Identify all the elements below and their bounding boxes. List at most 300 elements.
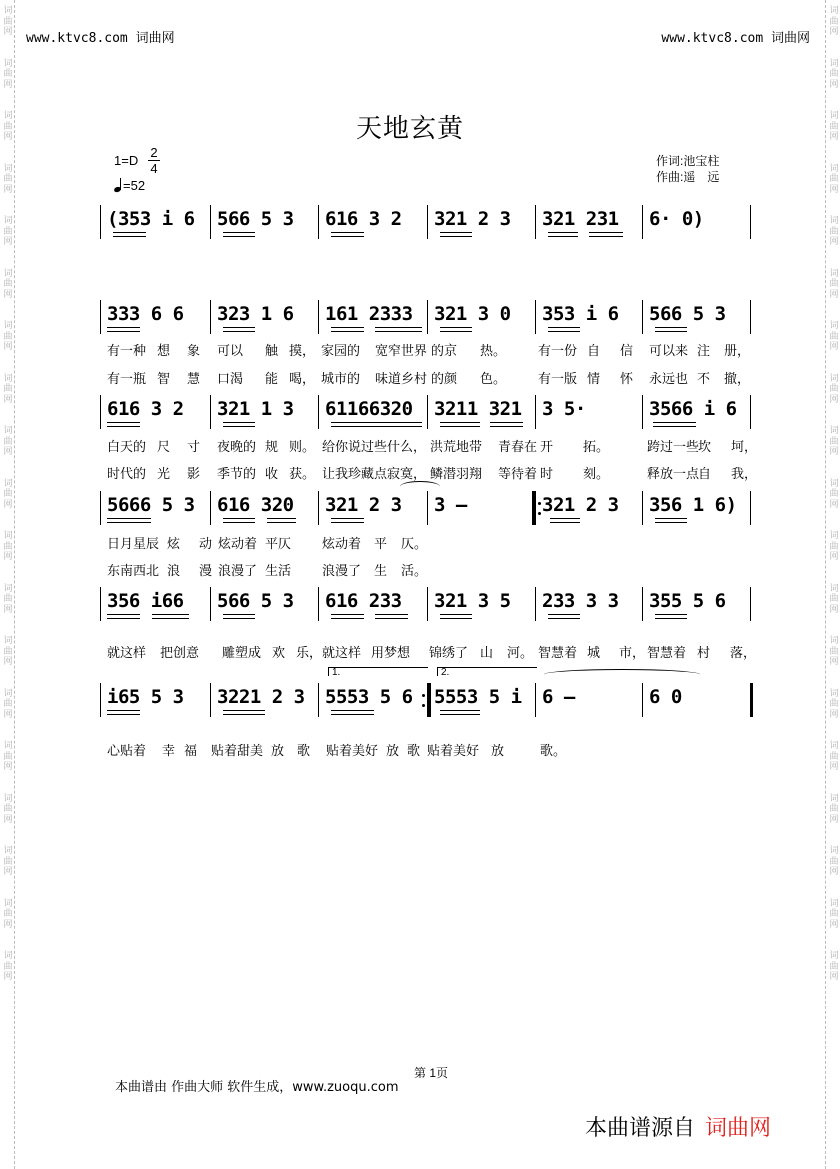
bar-line [535,491,536,525]
bar-line [100,205,101,239]
beam-line [331,618,364,619]
measure [434,303,530,343]
bar-line [642,300,643,334]
measure-notes: 566 5 3 [217,208,294,230]
measure-notes: 6 0 [649,686,682,708]
score-row [100,298,751,387]
measure [649,208,745,248]
measure [542,494,637,534]
measure-notes: 3221 2 3 [217,686,305,708]
beam-line [107,331,140,332]
measure [649,303,745,343]
bar-line [642,395,643,429]
lyric-word: 获。 [289,467,316,482]
bar-line [318,683,319,717]
lyric-word: 洪荒地带 [430,440,483,455]
measure [325,494,422,534]
measure-notes: 353 i 6 [542,303,619,325]
score-row [100,393,758,482]
lyric-word: 福 [184,744,198,759]
time-bottom: 4 [150,161,158,176]
lyric-word: 漫 [199,564,213,579]
beam-line [107,614,140,615]
score-row [100,585,757,661]
beam-line [440,331,473,332]
bar-line [100,683,101,717]
measure [649,494,745,534]
score-row [100,489,750,579]
beam-line [655,522,688,523]
bar-line [642,683,643,717]
measure [217,398,313,438]
lyric-word: 等待着 [498,467,538,482]
bar-line [318,205,319,239]
beam-line [440,614,473,615]
bar-line [750,205,751,239]
bar-line [535,205,536,239]
lyric-word: 用梦想 [371,646,411,661]
beam-line [490,422,524,423]
lyric-word: 我， [731,467,758,482]
lyric-word: 浪 [167,564,181,579]
lyric-word: 乐， [296,646,323,661]
measure [325,686,422,726]
lyric-word: 村 [697,646,711,661]
lyric-word: 浪漫了 [218,564,258,579]
lyric-word: 贴着美好 [326,744,379,759]
beam-line [152,614,189,615]
measure [217,208,313,248]
measure [542,208,637,248]
lyric-word: 贴着甜美 [211,744,264,759]
lyric-word: 贴着美好 [427,744,480,759]
measure-notes: 356 1 6) [649,494,737,516]
generator-credit: 本曲谱由 作曲大师 软件生成，www.zuoqu.com [115,1080,399,1095]
beam-line [331,426,422,427]
beam-line [267,518,296,519]
lyric-word: 有一版 [538,372,578,387]
measure-notes: 233 3 3 [542,590,619,612]
lyric-word: 怀 [620,372,634,387]
beam-line [223,714,265,715]
bar-line [535,300,536,334]
bar-line [535,587,536,621]
beam-line [223,518,256,519]
lyric-word: 口渴 [217,372,244,387]
lyric-word: 炫 [167,537,181,552]
lyric-word: 册， [724,344,751,359]
beam-line [440,236,473,237]
beam-line [223,710,265,711]
lyric-word: 炫动着 [322,537,362,552]
credits [656,153,719,185]
measure [107,303,205,343]
lyric-word: 心贴着 [107,744,147,759]
beam-line [107,710,140,711]
measure [649,686,745,726]
lyric-word: 不 [697,372,711,387]
lyric-word: 尺 [157,440,171,455]
lyric-word: 活。 [401,564,428,579]
measure [542,686,637,726]
tempo-value: =52 [123,178,146,193]
repeat-bar-line [532,491,535,525]
beam-line [223,618,256,619]
lyricist: 作词:池宝柱 [656,154,720,168]
header-site-right[interactable]: www.ktvc8.com 词曲网 [661,31,810,46]
bar-line [750,587,751,621]
measure-notes: 321 3 5 [434,590,511,612]
beam-line [267,522,296,523]
measure [107,494,205,534]
measure-notes: 3211 321 [434,398,522,420]
measure-notes: 61166320 [325,398,413,420]
bar-line [210,300,211,334]
source-label: 本曲谱源自 [585,1116,696,1141]
lyric-word: 时 [540,467,554,482]
beam-line [107,327,140,328]
beam-line [223,522,256,523]
beam-line [223,331,256,332]
right-margin-watermark [825,0,840,1169]
tie-slur [400,481,440,492]
lyric-word: 仄。 [401,537,428,552]
beam-line [107,714,140,715]
beam-line [655,614,688,615]
lyric-word: 城市的 [321,372,361,387]
bar-line [750,683,753,717]
bar-line [318,300,319,334]
measure-notes: (353 i 6 [107,208,195,230]
measure-notes: 333 6 6 [107,303,184,325]
lyric-word: 歌。 [540,744,567,759]
beam-line [655,327,688,328]
lyric-word: 青春在 [498,440,538,455]
lyric-word: 山 [480,646,494,661]
beam-line [655,331,688,332]
lyric-word: 就这样 [107,646,147,661]
beam-line [548,618,580,619]
measure-notes: 356 i66 [107,590,184,612]
measure-notes: i65 5 3 [107,686,184,708]
lyric-word: 东南西北 [107,564,160,579]
beam-line [653,426,696,427]
lyric-word: 动 [199,537,213,552]
beam-line [113,236,146,237]
measure [649,590,745,630]
measure [542,398,637,438]
bar-line [750,395,751,429]
lyric-word: 自 [587,344,601,359]
lyric-word: 宽窄世界 [375,344,428,359]
lyric-word: 热。 [480,344,507,359]
measure [107,590,205,630]
measure-notes: 355 5 6 [649,590,726,612]
lyric-word: 时代的 [107,467,147,482]
lyric-word: 放 [491,744,505,759]
lyric-word: 的京 [431,344,458,359]
side-watermark-text: 词 曲 网 词 曲 网 词 曲 网 词 曲 网 词 曲 网 词 曲 网 词 曲 网 词 曲 网 词 曲 网 词 曲 网 词 曲 网 词 曲 网 词 曲 网 词 曲 网 词 曲 网 词 曲 网 词 曲 网 词 曲 网 词 曲 网 [3,6,13,982]
beam-line [548,614,580,615]
beam-line [223,232,256,233]
beam-line [375,618,408,619]
beam-line [113,232,146,233]
beam-line [331,331,364,332]
lyric-word: 情 [587,372,601,387]
measure [434,686,530,726]
beam-line [440,710,480,711]
measure [217,303,313,343]
lyric-word: 白天的 [107,440,147,455]
lyric-word: 落， [730,646,757,661]
beam-line [223,327,256,328]
measure [325,303,422,343]
measure-notes: 6 — [542,686,575,708]
lyric-word: 摸， [289,344,316,359]
lyric-word: 想 [157,344,171,359]
beam-line [548,236,578,237]
measure-notes: 323 1 6 [217,303,294,325]
beam-line [331,236,364,237]
lyric-word: 家园的 [321,344,361,359]
time-signature [148,145,160,176]
beam-line [331,614,364,615]
beam-line [550,522,580,523]
lyric-word: 拓。 [583,440,610,455]
measure-notes: 321 2 3 [434,208,511,230]
measure-notes: 3 5· [542,398,586,420]
bar-line [210,491,211,525]
lyric-word: 季节的 [217,467,257,482]
bar-line [750,491,751,525]
measure-notes: 5553 5 i [434,686,522,708]
measure [542,303,637,343]
repeat-bar-line [428,683,431,717]
measure-notes: 321 2 3 [542,494,619,516]
beam-line [331,518,364,519]
source-credit [585,1111,771,1142]
lyric-word: 生 [374,564,388,579]
score-row [100,203,750,251]
beam-line [331,522,364,523]
lyric-word: 影 [187,467,201,482]
header-site-left[interactable]: www.ktvc8.com 词曲网 [26,31,175,46]
lyric-word: 坷， [731,440,758,455]
measure [649,398,745,438]
measure-notes: 616 3 2 [325,208,402,230]
beam-line [550,518,580,519]
lyric-word: 给你说过些什么， [322,440,427,455]
beam-line [375,331,422,332]
beam-line [440,714,480,715]
measure-notes: 566 5 3 [217,590,294,612]
beam-line [152,618,189,619]
beam-line [107,422,140,423]
lyric-word: 色。 [480,372,507,387]
beam-line [223,614,256,615]
bar-line [210,395,211,429]
beam-line [589,236,623,237]
beam-line [107,618,140,619]
measure-notes: 616 3 2 [107,398,184,420]
lyric-word: 平 [374,537,388,552]
lyric-word: 放 [271,744,285,759]
lyric-word: 自 [698,467,712,482]
bar-line [318,395,319,429]
bar-line [642,587,643,621]
measure [434,208,530,248]
beam-line [223,236,256,237]
measure-notes: 321 231 [542,208,619,230]
lyric-word: 把创意 [160,646,200,661]
lyric-word: 生活 [265,564,292,579]
measure [325,208,422,248]
bar-line [642,205,643,239]
beam-line [440,327,473,328]
lyric-word: 喝， [289,372,316,387]
beam-line [107,518,151,519]
measure-notes: 161 2333 [325,303,413,325]
bar-line [210,205,211,239]
beam-line [440,618,473,619]
bar-line [318,587,319,621]
lyric-word: 有一种 [107,344,147,359]
beam-line [655,518,688,519]
lyric-word: 雕塑成 [222,646,262,661]
beam-line [440,426,480,427]
lyric-word: 让我珍藏点寂寞， [322,467,427,482]
lyric-word: 跨过一些 [647,440,700,455]
beam-line [223,422,256,423]
lyric-word: 永远也 [649,372,689,387]
bar-line [318,491,319,525]
lyric-word: 日月星辰 [107,537,160,552]
beam-line [331,232,364,233]
beam-line [655,618,688,619]
lyric-word: 味道乡村 [375,372,428,387]
bar-line [210,587,211,621]
beam-line [440,422,480,423]
bar-line [535,683,536,717]
measure [325,590,422,630]
bar-line [750,300,751,334]
measure-notes: 321 2 3 [325,494,402,516]
lyric-word: 信 [620,344,634,359]
lyric-word: 撤， [724,372,751,387]
measure [325,398,422,438]
volta-second-ending: 2. [437,667,537,676]
lyric-word: 光 [157,467,171,482]
measure-notes: 321 1 3 [217,398,294,420]
measure [434,494,530,534]
beam-line [548,327,580,328]
score-row [100,667,750,759]
measure-notes: 5666 5 3 [107,494,195,516]
lyric-word: 有一瓶 [107,372,147,387]
lyric-word: 就这样 [322,646,362,661]
lyric-word: 可以 [217,344,244,359]
beam-line [107,522,151,523]
beam-line [331,422,422,423]
measure-notes: 6· 0) [649,208,704,230]
measure [217,686,313,726]
measure-notes: 616 233 [325,590,402,612]
lyric-word: 河。 [507,646,534,661]
measure [217,494,313,534]
lyric-word: 寸 [187,440,201,455]
lyric-word: 坎 [698,440,712,455]
bar-line [427,491,428,525]
beam-line [375,327,422,328]
bar-line [535,395,536,429]
measure [542,590,637,630]
measure-notes: 616 320 [217,494,294,516]
lyric-word: 则。 [289,440,316,455]
tempo-marking [114,178,145,193]
left-margin-watermark [0,0,15,1169]
beam-line [548,331,580,332]
lyric-word: 触 [265,344,279,359]
bar-line [100,587,101,621]
bar-line [100,300,101,334]
lyric-word: 收 [265,467,279,482]
bar-line [100,491,101,525]
lyric-word: 鳞潜羽翔 [430,467,483,482]
lyric-word: 规 [265,440,279,455]
lyric-word: 锦绣了 [429,646,469,661]
measure [107,686,205,726]
measure-notes: 3 — [434,494,467,516]
lyric-word: 城 [587,646,601,661]
lyric-word: 市， [619,646,646,661]
tie-slur [544,669,700,680]
measure-notes: 3566 i 6 [649,398,737,420]
lyric-word: 智慧着 [647,646,687,661]
bar-line [427,587,428,621]
lyric-word: 歌 [297,744,311,759]
lyric-word: 释放一点 [647,467,700,482]
lyric-word: 幸 [162,744,176,759]
bar-line [427,205,428,239]
lyric-word: 歌 [407,744,421,759]
beam-line [331,710,374,711]
measure [107,398,205,438]
bar-line [210,683,211,717]
composer: 作曲:遥 远 [656,170,720,184]
measure [434,398,530,438]
time-top: 2 [150,145,158,160]
measure-notes: 566 5 3 [649,303,726,325]
beam-line [440,232,473,233]
lyric-word: 象 [187,344,201,359]
page-number: 第 1页 [414,1066,449,1080]
measure [434,590,530,630]
beam-line [331,714,374,715]
beam-line [375,614,408,615]
measure [107,208,205,248]
beam-line [490,426,524,427]
beam-line [223,426,256,427]
page-title: 天地玄黄 [355,114,464,144]
lyric-word: 智慧着 [538,646,578,661]
lyric-word: 可以来 [649,344,689,359]
bar-line [642,491,643,525]
lyric-word: 夜晚的 [217,440,257,455]
lyric-word: 刻。 [583,467,610,482]
lyric-word: 的颜 [431,372,458,387]
lyric-word: 浪漫了 [322,564,362,579]
source-brand[interactable]: 词曲网 [705,1116,772,1141]
